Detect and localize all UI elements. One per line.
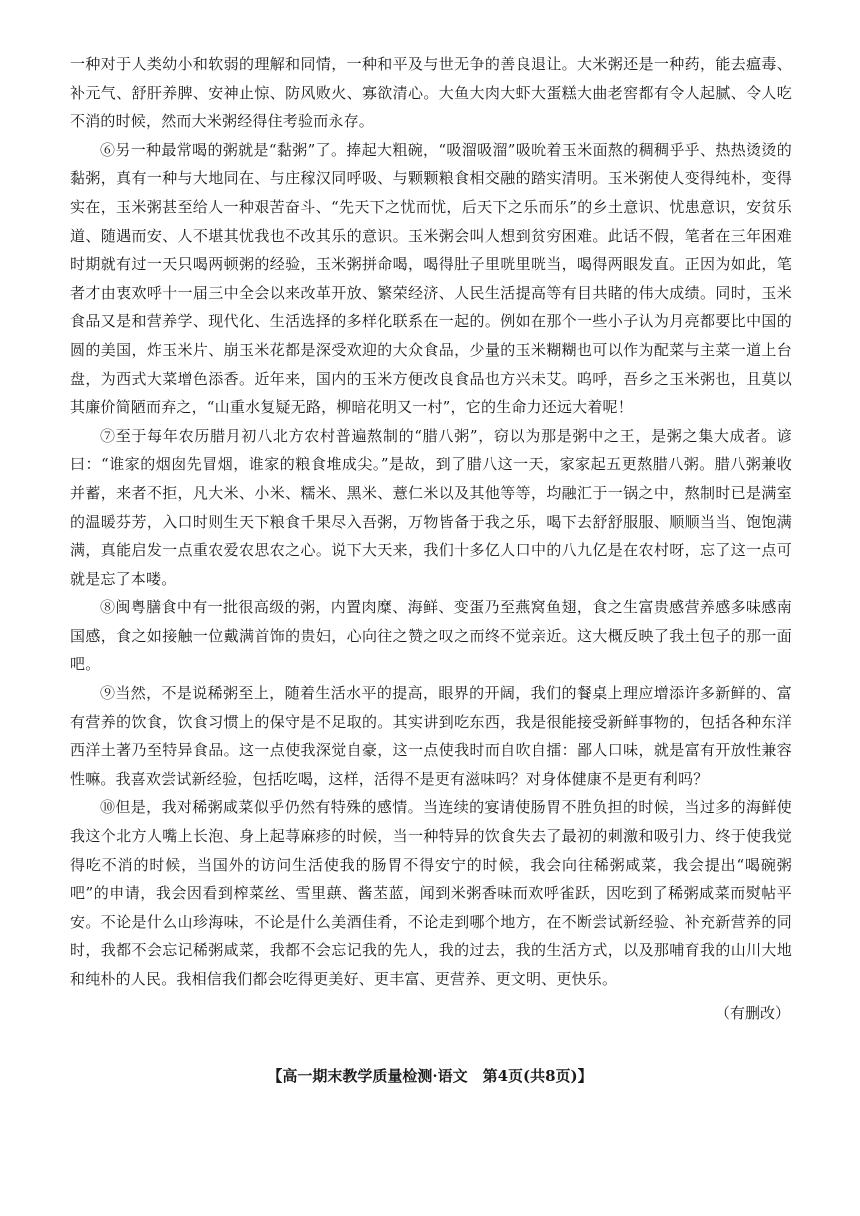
paragraph-9: ⑨当然，不是说稀粥至上，随着生活水平的提高，眼界的开阔，我们的餐桌上理应增添许多新鲜的、富有营养的饮食，饮食习惯上的保守是不足取的。其实讲到吃东西，我是很能接受新鲜事物的，包括各种东洋西洋土著乃至特异食品。这一点使我深觉自豪，这一点使我时而自吹自擂：鄙人口味，就是富有开放性兼容性嘛。我喜欢尝试新经验，包括吃喝，这样，活得不是更有滋味吗？对身体健康不是更有利吗？: [70, 684, 792, 788]
paragraph-6: ⑥另一种最常喝的粥就是“黏粥”了。捧起大粗碗，“吸溜吸溜”吸吮着玉米面熬的稠稠乎乎、热热烫烫的黏粥，真有一种与大地同在、与庄稼汉同呼吸、与颗颗粮食相交融的踏实清明。玉米粥使人变得纯朴，变得实在，玉米粥甚至给人一种艰苦奋斗、“先天下之忧而忧，后天下之乐而乐”的乡土意识、忧患意识，安贫乐道、随遇而安、人不堪其忧我也不改其乐的意识。玉米粥会叫人想到贫穷困难。此话不假，笔者在三年困难时期就有过一天只喝两顿粥的经验，玉米粥拼命喝，喝得肚子里咣里咣当，喝得两眼发直。正因为如此，笔者才由衷欢呼十一届三中全会以来改革开放、繁荣经济、人民生活提高等有目共睹的伟大成绩。同时，玉米食品又是和营养学、现代化、生活选择的多样化联系在一起的。例如在那个一些小子认为月亮都要比中国的圆的美国，炸玉米片、崩玉米花都是深受欢迎的大众食品，少量的玉米糊糊也可以作为配菜与主菜一道上台盘，为西式大菜增色添香。近年来，国内的玉米方便改良食品也方兴未艾。呜呼，吾乡之玉米粥也，且莫以其廉价简陋而弃之，“山重水复疑无路，柳暗花明又一村”，它的生命力还远大着呢！: [70, 140, 792, 417]
paragraph-10: ⑩但是，我对稀粥咸菜似乎仍然有特殊的感情。当连续的宴请使肠胃不胜负担的时候，当过多的海鲜使我这个北方人嘴上长泡、身上起荨麻疹的时候，当一种特异的饮食失去了最初的刺激和吸引力、终于使我觉得吃不消的时候，当国外的访问生活使我的肠胃不得安宁的时候，我会向往稀粥咸菜，我会提出“喝碗粥吧”的申请，我会因看到榨菜丝、雪里蕻、酱苤蓝，闻到米粥香味而欢呼雀跃，因吃到了稀粥咸菜而熨帖平安。不论是什么山珍海味，不论是什么美酒佳肴，不论走到哪个地方，在不断尝试新经验、补充新营养的同时，我都不会忘记稀粥咸菜，我都不会忘记我的先人，我的过去，我的生活方式，以及那哺育我的山川大地和纯朴的人民。我相信我们都会吃得更美好、更丰富、更营养、更文明、更快乐。: [70, 798, 792, 988]
page-footer: 【高一期末教学质量检测·语文 第4页(共8页)】: [267, 1067, 593, 1085]
paragraph-7: ⑦至于每年农历腊月初八北方农村普遍熬制的“腊八粥”，窃以为那是粥中之王，是粥之集大成者。谚曰：“谁家的烟囱先冒烟，谁家的粮食堆成尖。”是故，到了腊八这一天，家家起五更熬腊八粥。腊八粥兼收并蓄，来者不拒，凡大米、小米、糯米、黑米、薏仁米以及其他等等，均融汇于一锅之中，熬制时已是满室的温暖芬芳，入口时则生天下粮食千果尽入吾粥，万物皆备于我之乐，喝下去舒舒服服、顺顺当当、饱饱满满，真能启发一点重农爱农思农之心。说下大天来，我们十多亿人口中的八九亿是在农村呀，忘了这一点可就是忘了本喽。: [70, 426, 792, 588]
document-body: [70, 50, 792, 1023]
paragraph-continued: 一种对于人类幼小和软弱的理解和同情，一种和平及与世无争的善良退让。大米粥还是一种药，能去瘟毒、补元气、舒肝养脾、安神止惊、防风败火、寡欲清心。大鱼大肉大虾大蛋糕大曲老窖都有令人起腻、令人吃不消的时候，然而大米粥经得住考验而永存。: [70, 55, 792, 131]
source-note: （有删改）: [714, 1003, 790, 1022]
paragraph-8: ⑧闽粤膳食中有一批很高级的粥，内置肉糜、海鲜、变蛋乃至燕窝鱼翅，食之生富贵感营养感多味感南国感，食之如接触一位戴满首饰的贵妇，心向往之赞之叹之而终不觉亲近。这大概反映了我土包子的那一面吧。: [70, 598, 792, 674]
